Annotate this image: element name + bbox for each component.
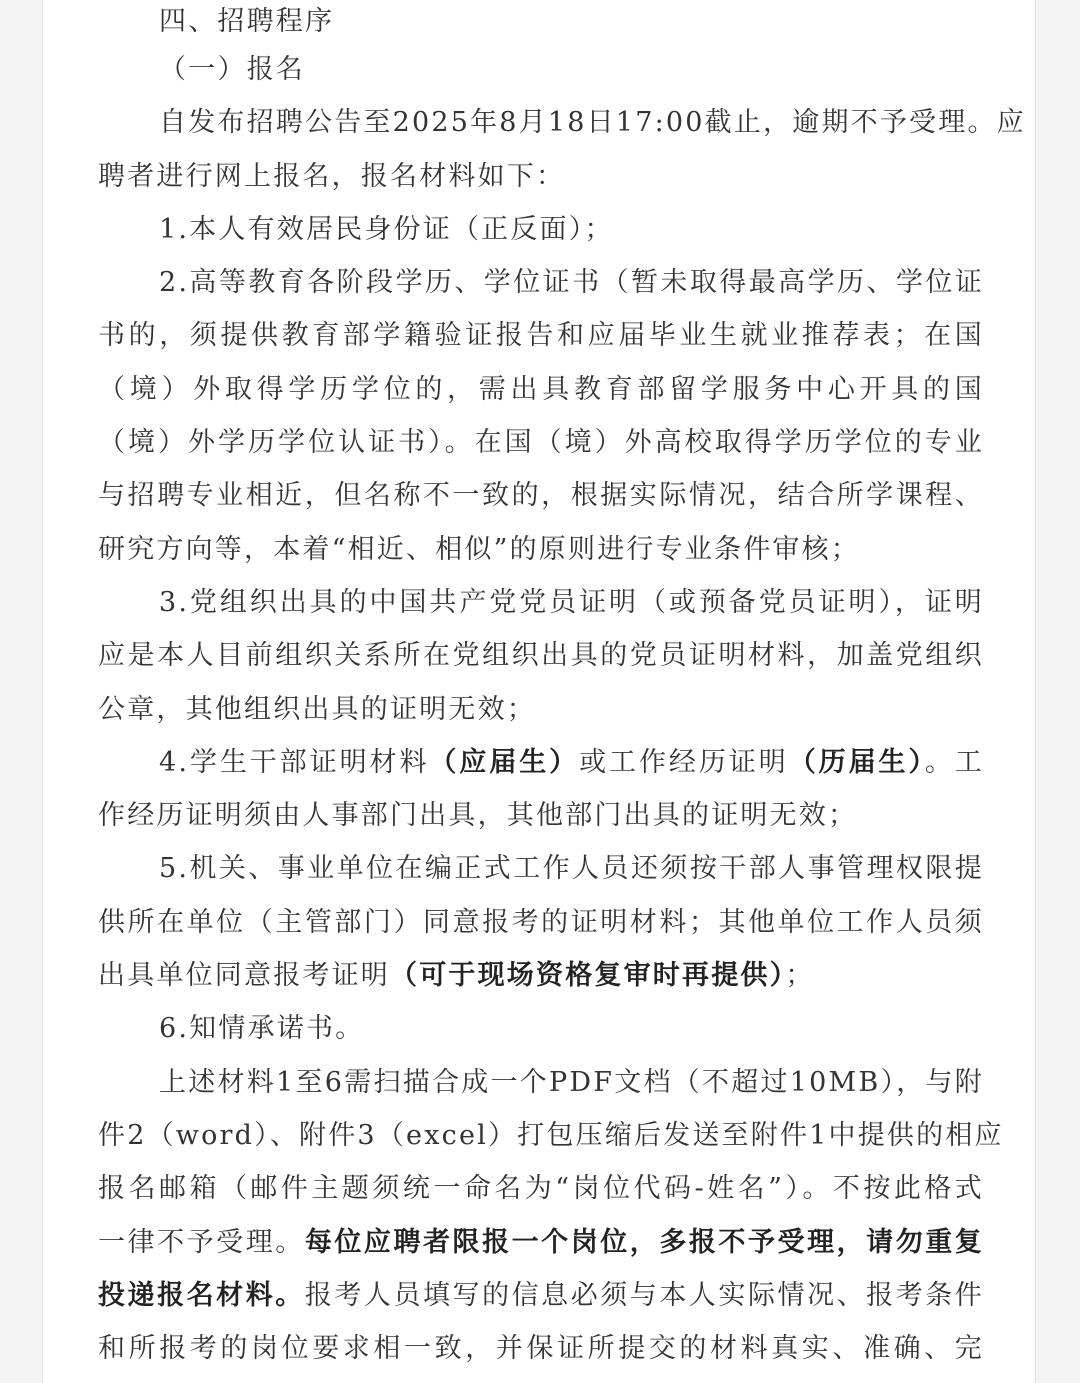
subsection-heading: （一）报名 xyxy=(159,54,305,85)
paragraph-line: 聘者进行网上报名，报名材料如下： xyxy=(98,160,566,192)
paragraph-line: （境）外取得学历学位的，需出具教育部留学服务中心开具的国 xyxy=(98,373,984,405)
text-run: 或工作经历证明 xyxy=(579,746,789,778)
paragraph-line: 作经历证明须由人事部门出具，其他部门出具的证明无效； xyxy=(98,800,858,832)
paragraph-line: 研究方向等，本着“相近、相似”的原则进行专业条件审核； xyxy=(98,533,861,565)
list-item-4 xyxy=(98,736,984,789)
paragraph-line: 供所在单位（主管部门）同意报考的证明材料；其他单位工作人员须 xyxy=(98,906,984,938)
list-item-5: 5.机关、事业单位在编正式工作人员还须按干部人事管理权限提 xyxy=(159,853,984,885)
paragraph-line: 书的，须提供教育部学籍验证报告和应届毕业生就业推荐表；在国 xyxy=(98,320,984,352)
section-heading: 四、招聘程序 xyxy=(159,6,335,37)
bold-text: 投递报名材料。 xyxy=(98,1279,305,1311)
paragraph-line xyxy=(98,949,984,1002)
paragraph-line: 公章，其他组织出具的证明无效； xyxy=(98,693,536,725)
bold-text: 每位应聘者限报一个岗位，多报不予受理，请勿重复 xyxy=(304,1226,984,1258)
paragraph-line xyxy=(98,1269,984,1322)
paragraph-line: 自发布招聘公告至2025年8月18日17:00截止，逾期不予受理。应 xyxy=(159,107,1026,139)
text-run: 4.学生干部证明材料 xyxy=(159,746,430,778)
text-run: 一律不予受理。 xyxy=(98,1226,305,1258)
paragraph-line: 和所报考的岗位要求相一致，并保证所提交的材料真实、准确、完 xyxy=(98,1333,984,1365)
paragraph-line: 报名邮箱（邮件主题须统一命名为“岗位代码-姓名”）。不按此格式 xyxy=(98,1173,984,1205)
document-body xyxy=(98,0,1026,1375)
text-run: 报考人员填写的信息必须与本人实际情况、报考条件 xyxy=(304,1279,984,1311)
paragraph-line: 与招聘专业相近，但名称不一致的，根据实际情况，结合所学课程、 xyxy=(98,480,984,512)
text-run: 出具单位同意报考证明 xyxy=(98,960,390,992)
paragraph-line xyxy=(98,1216,984,1269)
list-item-2: 2.高等教育各阶段学历、学位证书（暂未取得最高学历、学位证 xyxy=(159,267,984,299)
text-run: ； xyxy=(785,960,815,992)
paragraph-line: 应是本人目前组织关系所在党组织出具的党员证明材料，加盖党组织 xyxy=(98,640,984,672)
bold-text: （历届生） xyxy=(788,746,925,778)
paragraph-line: （境）外学历学位认证书）。在国（境）外高校取得学历学位的专业 xyxy=(98,427,984,459)
list-item-1: 1.本人有效居民身份证（正反面）； xyxy=(159,213,614,245)
document-page xyxy=(42,0,1036,1383)
paragraph-line: 件2（word）、附件3（excel）打包压缩后发送至附件1中提供的相应 xyxy=(98,1119,1004,1151)
bold-text: （应届生） xyxy=(429,746,580,778)
text-run: 。工 xyxy=(924,746,985,778)
bold-text: （可于现场资格复审时再提供） xyxy=(390,960,786,992)
list-item-6: 6.知情承诺书。 xyxy=(159,1013,365,1045)
list-item-3: 3.党组织出具的中国共产党党员证明（或预备党员证明），证明 xyxy=(159,586,984,618)
paragraph-line: 上述材料1至6需扫描合成一个PDF文档（不超过10MB），与附 xyxy=(159,1066,984,1098)
